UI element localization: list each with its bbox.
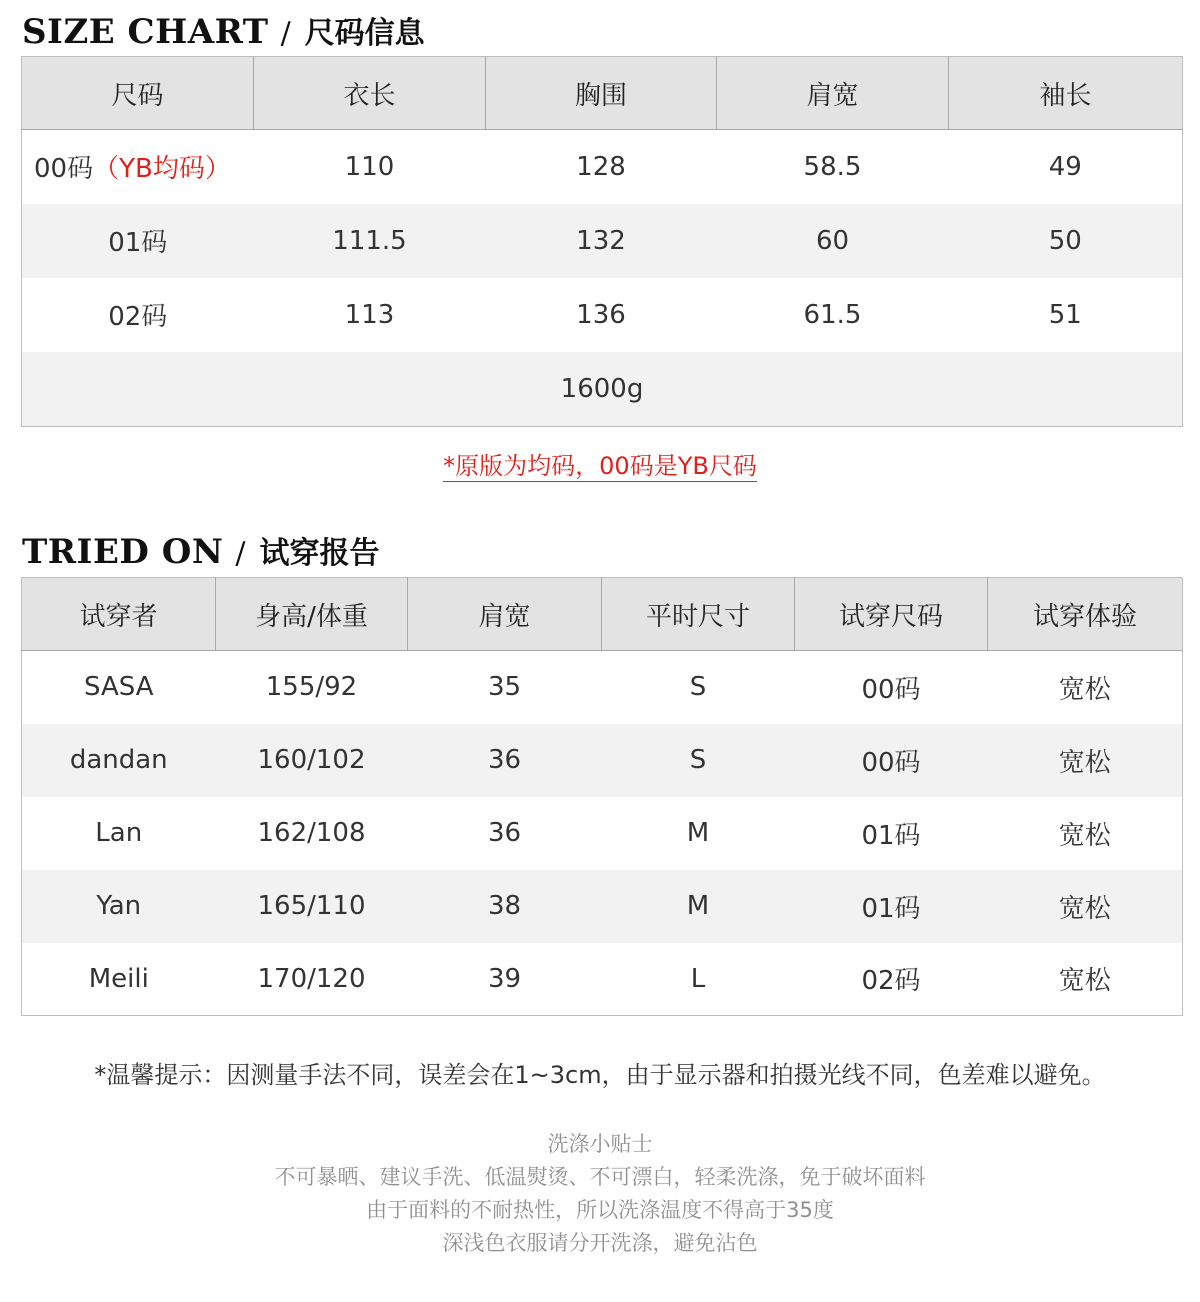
usual-size: M	[686, 818, 710, 848]
title-slash: /	[235, 536, 246, 571]
shoulder-cell: 36	[408, 724, 602, 797]
shoulder-cell: 35	[487, 672, 522, 703]
usual-size: L	[690, 963, 706, 994]
length-cell: 111.5	[254, 204, 486, 278]
table-row	[22, 651, 1183, 724]
wash-tips	[0, 1128, 1200, 1260]
height-weight: 170/120	[257, 963, 366, 994]
tester-name: Lan	[95, 818, 143, 848]
table-row	[22, 130, 1183, 204]
header-usual-size: 平时尺寸	[602, 578, 795, 651]
height-weight: 155/92	[265, 672, 358, 703]
header-length: 衣长	[254, 57, 486, 130]
shoulder-cell: 61.5	[803, 299, 862, 330]
fit-feel: 宽松	[1058, 820, 1111, 851]
table-row	[22, 278, 1183, 352]
table-row	[22, 943, 1183, 1016]
tried-size: 01码	[795, 870, 988, 943]
usual-size: M	[602, 870, 795, 943]
sleeve-cell: 49	[1048, 151, 1082, 182]
weight-cell: 1600g	[22, 352, 1183, 427]
table-row	[22, 797, 1183, 870]
size-cell: 01码	[22, 204, 254, 278]
fit-feel: 宽松	[1058, 966, 1111, 997]
usual-size: S	[602, 724, 795, 797]
size-cell: 02码	[108, 302, 168, 332]
chest-cell: 136	[576, 299, 626, 330]
size-chart-title	[22, 8, 425, 52]
tester-name: dandan	[22, 724, 216, 797]
tester-name: SASA	[83, 672, 154, 703]
weight-row	[22, 352, 1183, 427]
header-sleeve: 袖长	[949, 57, 1183, 130]
shoulder-cell: 39	[487, 963, 522, 994]
size-note-text: *原版为均码，00码是YB尺码	[443, 452, 757, 480]
wash-tips-title: 洗涤小贴士	[547, 1132, 653, 1156]
chest-cell: 128	[576, 151, 626, 182]
tried-table-header-row	[22, 578, 1183, 651]
sleeve-cell: 50	[949, 204, 1183, 278]
header-shoulder: 肩宽	[717, 57, 949, 130]
fit-feel: 宽松	[1058, 674, 1111, 705]
tried-size: 02码	[861, 966, 921, 997]
table-row	[22, 724, 1183, 797]
tester-name: Meili	[88, 963, 149, 994]
header-height-weight: 身高/体重	[216, 578, 408, 651]
table-row	[22, 870, 1183, 943]
header-tried-size: 试穿尺码	[795, 578, 988, 651]
header-fit-feel: 试穿体验	[988, 578, 1183, 651]
height-weight: 162/108	[257, 818, 366, 848]
size-note-line	[0, 446, 1200, 481]
tried-size: 01码	[861, 820, 921, 851]
table-row	[22, 204, 1183, 278]
length-cell: 113	[344, 299, 395, 330]
height-weight: 165/110	[216, 870, 408, 943]
shoulder-cell: 38	[408, 870, 602, 943]
title-slash: /	[280, 16, 291, 51]
wash-tips-line: 由于面料的不耐热性，所以洗涤温度不得高于35度	[366, 1198, 834, 1222]
size-label: 00码	[34, 154, 94, 185]
wash-tips-line: 深浅色衣服请分开洗涤，避免沾色	[442, 1231, 758, 1255]
shoulder-cell: 60	[717, 204, 949, 278]
header-tester: 试穿者	[22, 578, 216, 651]
size-chart-title-en: SIZE CHART	[22, 12, 269, 52]
tried-on-table	[21, 577, 1183, 1016]
size-cell	[22, 130, 254, 204]
tried-size: 00码	[795, 724, 988, 797]
shoulder-cell: 58.5	[803, 151, 862, 182]
length-cell: 110	[344, 151, 395, 182]
header-shoulder: 肩宽	[408, 578, 602, 651]
chest-cell: 132	[486, 204, 717, 278]
tried-on-title-en: TRIED ON	[22, 532, 224, 572]
wash-tips-line: 不可暴晒、建议手洗、低温熨烫、不可漂白，轻柔洗涤，免于破坏面料	[274, 1165, 926, 1189]
tried-on-title-zh: 试穿报告	[259, 536, 380, 571]
fit-feel: 宽松	[988, 724, 1183, 797]
shoulder-cell: 36	[487, 818, 522, 848]
size-chart-title-zh: 尺码信息	[304, 16, 425, 51]
tried-size: 00码	[861, 674, 921, 705]
header-chest: 胸围	[486, 57, 717, 130]
size-table-header-row	[22, 57, 1183, 130]
fit-feel: 宽松	[988, 870, 1183, 943]
usual-size: S	[689, 672, 707, 703]
header-size: 尺码	[22, 57, 254, 130]
size-table	[21, 56, 1183, 427]
tester-name: Yan	[22, 870, 216, 943]
height-weight: 160/102	[216, 724, 408, 797]
tried-on-title	[22, 528, 380, 572]
sleeve-cell: 51	[1048, 299, 1082, 330]
measurement-tip: *温馨提示：因测量手法不同，误差会在1~3cm，由于显示器和拍摄光线不同，色差难以避免。	[94, 1061, 1106, 1089]
size-note: （YB均码）	[93, 154, 231, 185]
